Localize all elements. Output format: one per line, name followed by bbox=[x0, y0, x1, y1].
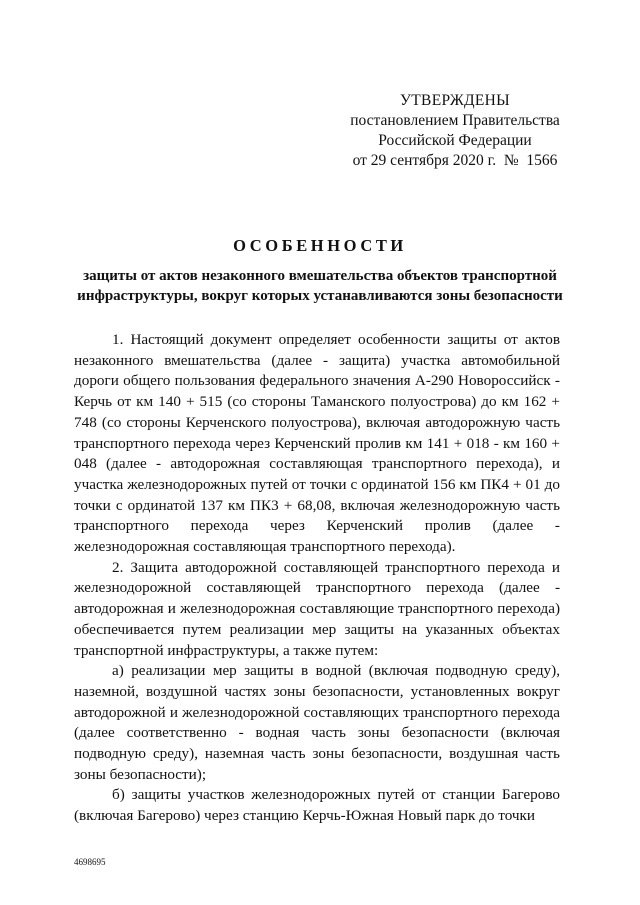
document-title: ОСОБЕННОСТИ bbox=[233, 236, 407, 255]
paragraph-2: 2. Защита автодорожной составляющей транспортного перехода и железнодорожной составляющей транспортного перехода (далее - автодорожная и железнодорожная составляющие транспортного перехода) обеспечивается путем реализации мер защиты на указанных объектах транспортной инфраструктуры, а также путем: bbox=[74, 558, 560, 659]
approval-line: Российской Федерации bbox=[378, 132, 532, 149]
document-subtitle: защиты от актов незаконного вмешательства объектов транспортной инфраструктуры, вокруг которых устанавливаются зоны безопасности bbox=[77, 268, 563, 304]
document-code: 4698695 bbox=[74, 857, 106, 867]
document-body bbox=[74, 330, 560, 827]
approval-block bbox=[345, 91, 565, 171]
paragraph-1: 1. Настоящий документ определяет особенности защиты от актов незаконного вмешательства (далее - защита) участка автомобильной дороги общего пользования федерального значения А-290 Новороссийск - Керчь от км 140 + 515 (со стороны Таманского полуострова) до км 162 + 748 (со стороны Керченского полуострова), включая автодорожную часть транспортного перехода через Керченский пролив км 141 + 018 - км 160 + 048 (далее - автодорожная составляющая транспортного перехода), и участка железнодорожных путей от точки с ординатой 156 км ПК4 + 01 до точки с ординатой 137 км ПК3 + 68,08, включая железнодорожную часть транспортного перехода через Керченский пролив (далее - железнодорожная составляющая транспортного перехода). bbox=[74, 331, 560, 556]
approval-date-number: от 29 сентября 2020 г. № 1566 bbox=[352, 152, 558, 169]
approval-title: УТВЕРЖДЕНЫ bbox=[400, 92, 510, 109]
paragraph-2b: б) защиты участков железнодорожных путей от станции Багерово (включая Багерово) через станцию Керчь-Южная Новый парк до точки bbox=[74, 786, 560, 825]
paragraph-2a: а) реализации мер защиты в водной (включая подводную среду), наземной, воздушной частях зоны безопасности, установленных вокруг автодорожной и железнодорожной составляющих транспортного перехода (далее соответственно - водная часть зоны безопасности (включая подводную среду), наземная часть зоны безопасности, воздушная часть зоны безопасности); bbox=[74, 662, 560, 783]
approval-line: постановлением Правительства bbox=[350, 112, 560, 129]
